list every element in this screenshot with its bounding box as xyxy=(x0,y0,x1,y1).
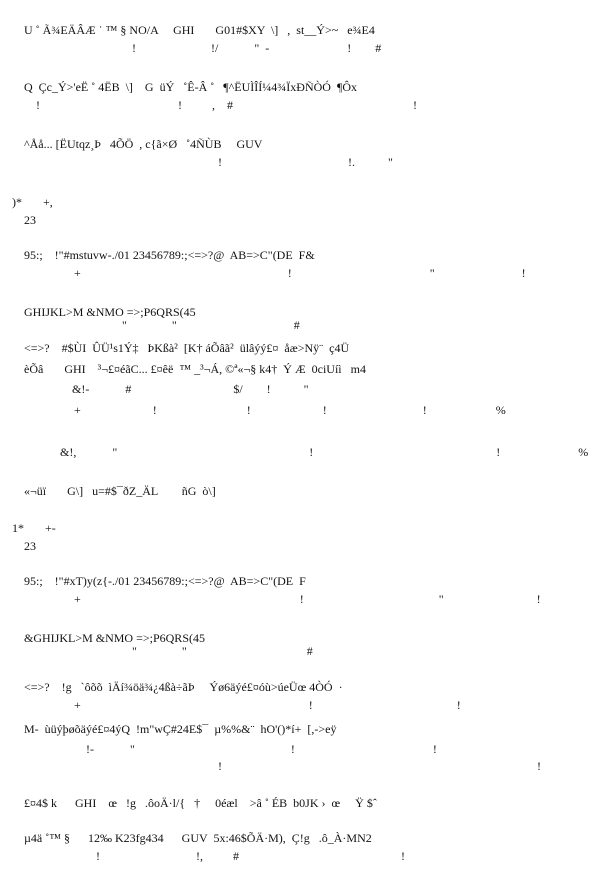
text-line-25: ! ! xyxy=(218,759,541,773)
text-line-24: !- " ! ! xyxy=(86,742,437,756)
text-line-1: U ˚ Ã¾EÄÂÆ ˙ ™ § NO/A GHI G01#$XY \] , st__Ý>~ e¾E4 xyxy=(24,23,375,37)
text-line-28: ! !, # ! xyxy=(96,849,405,863)
section-marker-2: 1* +- xyxy=(12,521,56,535)
text-line-23: M- ùüýþøõäýé£¤4ýQ !m"wÇ#24E$¯ µ%%&¨ hO'()*í+ [,->eÿ xyxy=(24,722,337,736)
text-line-8: + ! " ! xyxy=(74,266,526,280)
text-line-2: ! !/ " - ! # xyxy=(132,41,382,55)
text-line-4: ! ! , # ! xyxy=(36,98,417,112)
text-line-27: µ4ä ˚™ § 12‰ K23fg434 GUV 5x:46$ÕÄ·M), Ç!g .ô_À·MN2 xyxy=(24,831,372,845)
text-line-19: &GHIJKL>M &NMO =>;P6QRS(45 xyxy=(24,631,205,645)
text-line-17: 95:; !"#xT)y(z{-./01 23456789:;<=>?@ AB=>C"(DE F xyxy=(24,574,306,588)
text-line-5: ^Åå... [ËUtqz¸Þ 4ÕÖ , c{ã×Ø ˚4ÑÙB GUV xyxy=(24,137,263,151)
text-line-3: Q Çc_Ý>'eË ˚ 4ËB \] G üÝ ˚Ê-Â ˚ ¶^ËUÌÎÍ¼4¾ÏxÐÑÒÓ ¶Ôx xyxy=(24,80,358,94)
text-line-21: <=>? !g `ôõõ ìÄí¾öä¾¿4ßà÷ãÞ Ýø6äýé£¤óù>úeÜœ 4ÒÓ · xyxy=(24,680,343,694)
text-line-10: " " # xyxy=(122,318,300,332)
text-line-12: èÕâ GHI ³¬£¤éãC... £¤êë ™ _³¬Á, ©ª«¬§ k4† Ý Æ 0ciUíì m4 xyxy=(24,362,366,376)
text-line-13: &!- # $/ ! " xyxy=(72,382,309,396)
section-number-2: 23 xyxy=(24,539,36,553)
text-line-20: " " # xyxy=(132,644,313,658)
text-line-14: + ! ! ! ! % xyxy=(74,403,506,417)
text-line-7: 95:; !"#mstuvw-./01 23456789:;<=>?@ AB=>C"(DE F& xyxy=(24,248,315,262)
text-line-16: «¬üï G\] u=#$¯ðZ_ÄL ñG ò\] xyxy=(24,484,216,498)
text-line-6: ! !. " xyxy=(218,155,393,169)
text-line-9: GHIJKL>M &NMO =>;P6QRS(45 xyxy=(24,305,196,319)
text-line-15: &!, " ! ! % xyxy=(60,445,589,459)
section-number-1: 23 xyxy=(24,213,36,227)
text-line-18: + ! " ! xyxy=(74,592,541,606)
text-line-11: <=>? #$ÙI ÛÜ¹s1Ý‡ ÞKßà² [K† áÕâã² ülâýý£¤ åæ>Nÿ¨ ç4Ü xyxy=(24,341,350,355)
section-marker-1: )* +, xyxy=(12,195,53,209)
text-line-26: £¤4$ k GHI œ !g .ôoÄ·l/{ † 0éæl >â ˚ ÉB b0JK › œ Ÿ $ˆ xyxy=(24,796,377,810)
text-line-22: + ! ! xyxy=(74,698,461,712)
